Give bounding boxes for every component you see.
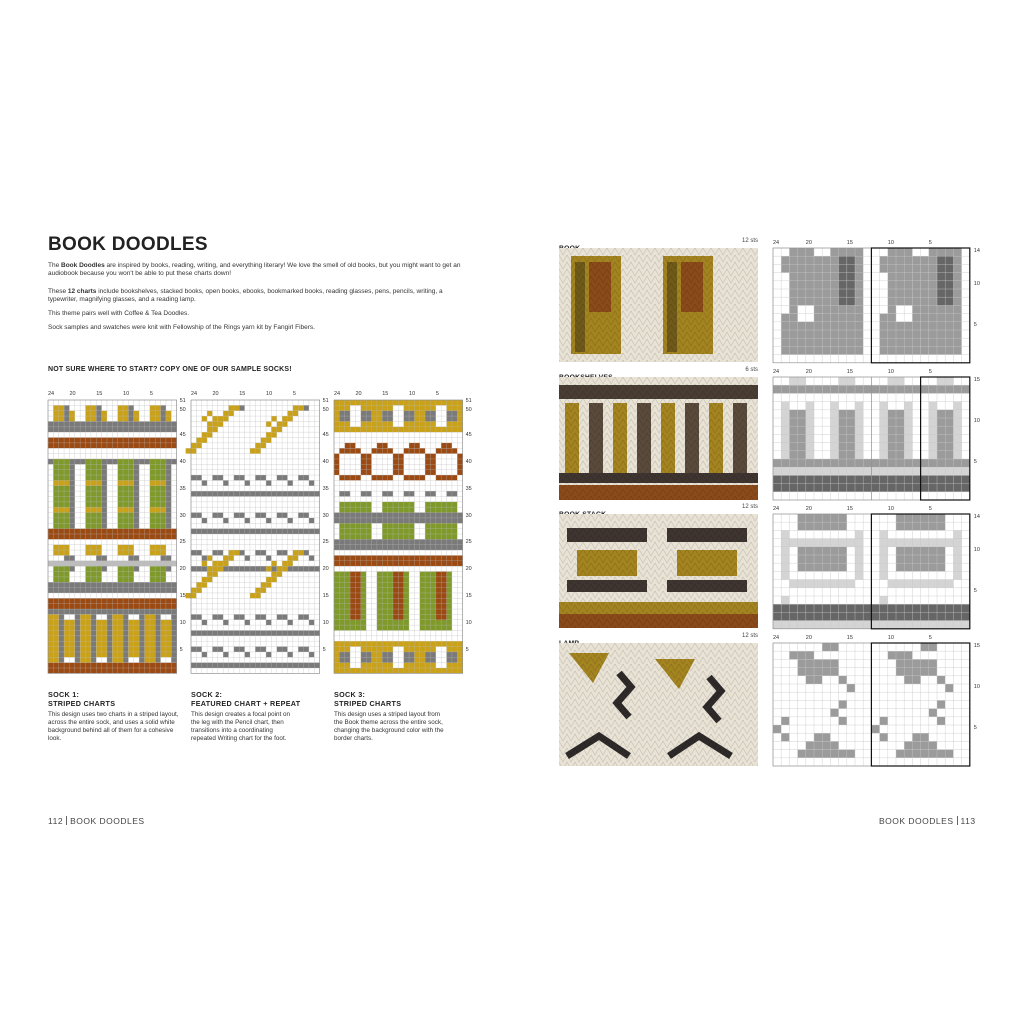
column-number: 10 [266, 391, 273, 397]
row-number: 35 [465, 485, 472, 492]
row-number: 5 [322, 646, 326, 653]
sock-1-subheading: STRIPED CHARTS [48, 699, 116, 708]
row-number: 51 [322, 398, 329, 404]
book-swatch-photo [559, 248, 758, 362]
row-number: 51 [465, 398, 472, 404]
sock-3-subheading: STRIPED CHARTS [334, 699, 402, 708]
row-number: 50 [465, 407, 472, 414]
row-number: 10 [179, 619, 186, 626]
column-number: 10 [409, 391, 416, 397]
sock-2-subheading: FEATURED CHART + REPEAT [191, 699, 301, 708]
column-number: 5 [928, 240, 932, 246]
row-number: 40 [465, 458, 472, 465]
sock-grid [334, 400, 463, 673]
column-number: 24 [773, 506, 780, 512]
row-number: 40 [179, 458, 186, 465]
column-number: 10 [887, 506, 894, 512]
column-number: 24 [773, 240, 780, 246]
knit-texture [559, 377, 758, 500]
column-number: 5 [435, 391, 439, 397]
motif-grid [773, 377, 970, 500]
sock-1-heading: SOCK 1: [48, 690, 80, 699]
column-number: 20 [805, 635, 812, 641]
row-number: 15 [465, 592, 472, 599]
motif-book-stitches: 12 sts [741, 238, 758, 244]
column-number: 10 [887, 369, 894, 375]
row-number: 10 [973, 280, 980, 287]
row-number: 15 [179, 592, 186, 599]
column-number: 20 [69, 391, 76, 397]
row-number: 30 [322, 512, 329, 519]
row-number: 5 [973, 725, 977, 731]
pairs-paragraph: This theme pairs well with Coffee & Tea Doodles. [48, 310, 190, 317]
sock-2-heading: SOCK 2: [191, 690, 223, 699]
column-number: 24 [773, 369, 780, 375]
column-number: 10 [887, 635, 894, 641]
row-number: 20 [179, 566, 186, 573]
column-number: 15 [239, 391, 246, 397]
row-number: 5 [973, 321, 977, 328]
sock-3-info [334, 690, 466, 743]
row-number: 50 [179, 407, 186, 414]
column-number: 24 [334, 391, 341, 397]
column-number: 15 [382, 391, 389, 397]
row-number: 5 [973, 587, 977, 594]
row-number: 50 [322, 407, 329, 414]
footer-title-right: BOOK DOODLES [879, 816, 954, 826]
row-number: 20 [322, 566, 329, 573]
column-number: 24 [773, 635, 780, 641]
page-number-right: 113 [960, 816, 976, 826]
row-number: 25 [322, 539, 329, 546]
page-title: BOOK DOODLES [48, 234, 208, 255]
column-number: 5 [149, 391, 153, 397]
column-number: 20 [212, 391, 219, 397]
knit-texture [559, 643, 758, 766]
column-number: 24 [48, 391, 55, 397]
row-number: 5 [465, 646, 469, 653]
column-number: 10 [123, 391, 130, 397]
column-number: 15 [846, 240, 853, 246]
motif-lamp-stitches: 12 sts [741, 633, 758, 639]
footer-right [879, 816, 976, 826]
column-number: 20 [355, 391, 362, 397]
column-number: 20 [805, 369, 812, 375]
footer-left [48, 816, 145, 826]
row-number: 5 [973, 459, 977, 465]
row-number: 35 [322, 485, 329, 492]
row-number: 25 [179, 539, 186, 546]
column-number: 15 [96, 391, 103, 397]
column-number: 10 [887, 240, 894, 246]
row-number: 45 [465, 432, 472, 439]
bookshelves-swatch-photo [559, 377, 758, 500]
row-number: 25 [465, 539, 472, 546]
column-number: 5 [928, 635, 932, 641]
row-number: 45 [179, 432, 186, 439]
column-number: 15 [846, 369, 853, 375]
sock-3-description: This design uses a striped layout from the Book theme across the entire sock, changing the background color with the border charts. [334, 711, 444, 742]
column-number: 15 [846, 635, 853, 641]
footer-title-left: BOOK DOODLES [70, 816, 145, 826]
column-number: 5 [928, 369, 932, 375]
sock-2-info [191, 690, 325, 743]
page-number-left: 112 [48, 816, 64, 826]
row-number: 20 [465, 566, 472, 573]
knit-texture [559, 514, 758, 628]
row-number: 10 [465, 619, 472, 626]
motif-grid [773, 643, 970, 766]
row-number: 10 [973, 418, 980, 424]
sock-3-heading: SOCK 3: [334, 690, 366, 699]
row-number: 10 [973, 684, 980, 690]
sock-1-description: This design uses two charts in a striped layout, across the entire sock, and uses a solid white background behind all of them for a cohesive look. [48, 711, 179, 742]
row-number: 15 [973, 377, 980, 383]
motif-grid [773, 248, 970, 363]
row-number: 10 [973, 546, 980, 553]
sock-grid [48, 400, 177, 673]
row-number: 30 [179, 512, 186, 519]
row-number: 15 [322, 592, 329, 599]
column-number: 15 [846, 506, 853, 512]
row-number: 51 [179, 398, 186, 404]
column-number: 20 [805, 506, 812, 512]
yarn-paragraph: Sock samples and swatches were knit with Fellowship of the Rings yarn kit by Fangirl Fibers. [48, 324, 315, 331]
column-number: 24 [191, 391, 198, 397]
row-number: 15 [973, 643, 980, 649]
sock-1-info [48, 690, 180, 743]
intro-paragraph: The Book Doodles are inspired by books, reading, writing, and everything literary! We love the smell of old books, but you might want to get an audiobook because you won't be able to put these charts down! [48, 262, 461, 278]
sock-2-description: This design creates a focal point on the leg with the Pencil chart, then transitions into a coordinating repeated Writing chart for the foot. [191, 711, 291, 742]
motif-grid [773, 514, 970, 629]
row-number: 40 [322, 458, 329, 465]
motif-bookshelves-stitches: 6 sts [745, 367, 758, 373]
knit-texture [559, 248, 758, 362]
lamp-swatch-photo [559, 643, 758, 766]
row-number: 14 [973, 248, 980, 254]
row-number: 10 [322, 619, 329, 626]
column-number: 5 [928, 506, 932, 512]
column-number: 20 [805, 240, 812, 246]
row-number: 14 [973, 514, 980, 520]
sock-grid [191, 400, 320, 673]
charts-paragraph: These 12 charts include bookshelves, stacked books, open books, ebooks, bookmarked books, reading glasses, pens, pencils, writing, a typewriter, magnifying glasses, and a reading lamp. [48, 288, 443, 304]
column-number: 5 [292, 391, 296, 397]
bookstack-swatch-photo [559, 514, 758, 628]
sample-socks-heading: NOT SURE WHERE TO START? COPY ONE OF OUR SAMPLE SOCKS! [48, 366, 292, 373]
row-number: 30 [465, 512, 472, 519]
motif-bookstack-stitches: 12 sts [741, 504, 758, 510]
row-number: 35 [179, 485, 186, 492]
row-number: 5 [179, 646, 183, 653]
row-number: 45 [322, 432, 329, 439]
